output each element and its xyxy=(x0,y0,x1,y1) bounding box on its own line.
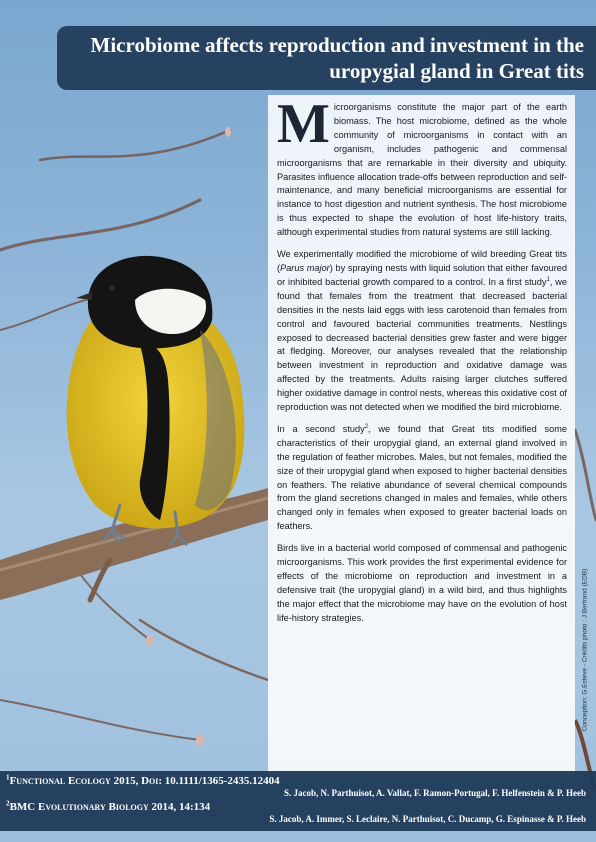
first-study-paragraph: We experimentally modified the microbiome of wild breeding Great tits (Parus major) by spraying nests with liquid solution that either favoured or inhibited bacterial growth compared to a control. In a first study$^1$, we found that females from the treatment that decreased bacterial densities in the nests laid eggs with less carotenoid than females from control and favoured bacterial communities treatments. Nestlings exposed to decreased bacterial densities grew faster and were bigger at fledging. Moreover, our analyses revealed that the relationship between investment in reproduction and oxidative damage was affected by the treatments. Adults raising larger clutches suffered higher oxidative damage in control nests, whereas this oxidative cost of reproduction was not detected when we modified the bird microbiome. xyxy=(277,249,567,413)
ref-marker: 2 xyxy=(364,423,369,430)
reference-2-authors: S. Jacob, A. Immer, S. Leclaire, N. Parthuisot, C. Ducamp, G. Espinasse & P. Heeb xyxy=(269,814,586,824)
ref-marker: 1 xyxy=(546,276,550,283)
reference-1-title: $^1$Functional Ecology 2015, Doi: 10.1111/1365-2435.12404 xyxy=(6,773,280,787)
conclusion-paragraph: Birds live in a bacterial world composed of commensal and pathogenic microorganisms. This work provides the first experimental evidence for effects of the microbiome on reproduction and investment in a defensive trait (the uropygial gland) in a wild bird, and thus highlights the major effect that the microbiome may have on the evolution of host life-history strategies. xyxy=(277,543,567,623)
page-title: Microbiome affects reproduction and investment in the uropygial gland in Great tits xyxy=(90,33,584,83)
intro-text: icroorganisms constitute the major part of the earth biomass. The host microbiome, defined as the whole community of microorganisms in contact with an organism, includes pathogenic and commensal microorganisms that are remarkable in their diversity and ubiquity. Parasites influence allocation trade-offs between reproduction and self-maintenance, and many beneficial microorganisms are essential for instance to host digestion and nutrient synthesis. The host microbiome is thus expected to shape the evolution of host life-history traits, although experimental studies from natural systems are still lacking. xyxy=(277,102,567,238)
intro-paragraph xyxy=(277,93,567,240)
references-banner xyxy=(0,771,596,831)
reference-2-title: $^2$BMC Evolutionary Biology 2014, 14:134 xyxy=(6,799,211,813)
title-banner xyxy=(57,26,596,90)
second-study-paragraph: In a second study$^2$, we found that Great tits modified some characteristics of their uropygial gland, an external gland involved in the regulation of feather microbes. Males, but not females, modified the size of their uropygial gland when exposed to higher bacterial densities on feathers. The relative abundance of several chemical compounds from the gland secretions changed in males and females, while others changed only in females when exposed to greater bacterial loads on feathers. xyxy=(277,423,567,532)
body-text-panel xyxy=(268,95,575,775)
credit-text: Conception: G.Esteve - Crédits photo : J.Bertrand (EDB) xyxy=(581,568,589,732)
reference-1-authors: S. Jacob, N. Parthuisot, A. Vallat, F. Ramon-Portugal, F. Helfenstein & P. Heeb xyxy=(283,788,586,798)
species-name: Parus major xyxy=(280,262,330,273)
photo-credit xyxy=(575,530,595,770)
bird xyxy=(67,256,245,545)
drop-cap: M xyxy=(277,93,330,155)
